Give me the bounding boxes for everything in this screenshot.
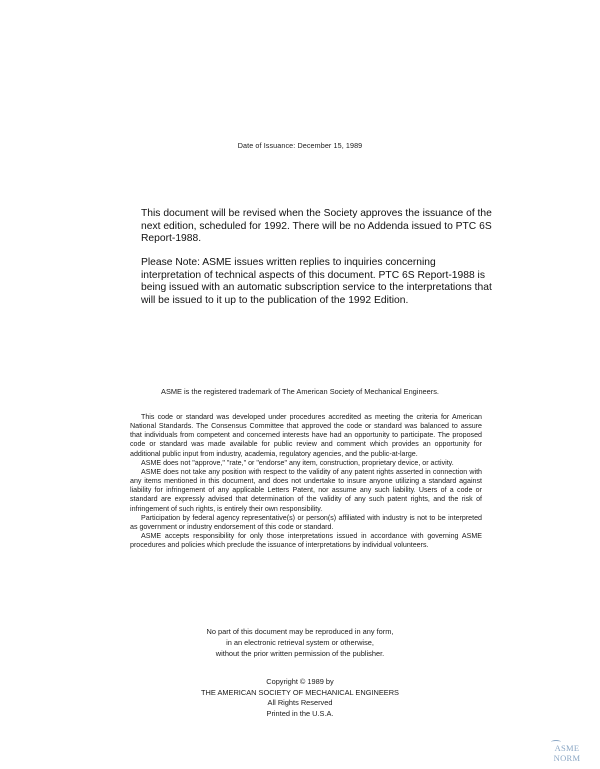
policy-paragraph: ASME does not take any position with respect to the validity of any patent rights asserted in connection with any items mentioned in this document, and does not undertake to insure anyone utilizing a standard against liability for infringement of any applicable Letters Patent, nor assume any such liability. Users of a code or standard are expressly advised that determination of the validity of any such patent rights, and the risk of infringement of such rights, is entirely their own responsibility.	[130, 467, 482, 513]
policy-paragraph: Participation by federal agency representative(s) or person(s) affiliated with industry is not to be interpreted as government or industry endorsement of this code or standard.	[130, 513, 482, 531]
copyright-line: Copyright © 1989 by	[266, 677, 334, 686]
reproduction-notice	[0, 626, 600, 660]
trademark-statement: ASME is the registered trademark of The American Society of Mechanical Engineers.	[161, 387, 439, 396]
reproduction-line: No part of this document may be reproduced in any form,	[206, 627, 394, 636]
watermark-logo	[542, 743, 592, 763]
copyright-block	[0, 677, 600, 719]
publisher-name: THE AMERICAN SOCIETY OF MECHANICAL ENGINEERS	[201, 687, 399, 697]
policy-paragraph: ASME accepts responsibility for only those interpretations issued in accordance with governing ASME procedures and policies which preclude the issuance of interpretations by individual volunteers.	[130, 532, 482, 550]
rights-reserved: All Rights Reserved	[267, 698, 333, 708]
printed-in: Printed in the U.S.A.	[266, 708, 334, 718]
policy-statement	[130, 413, 482, 550]
reproduction-line: in an electronic retrieval system or otherwise,	[226, 638, 374, 648]
policy-paragraph: This code or standard was developed under procedures accredited as meeting the criteria for American National Standards. The Consensus Committee that approved the code or standard was balanced to assure that individuals from competent and concerned interests have had an opportunity to participate. The proposed code or standard was made available for public review and comment which provides an opportunity for additional public input from industry, academia, regulatory agencies, and the public-at-large.	[130, 413, 482, 458]
revision-notice: This document will be revised when the Society approves the issuance of the next edition, scheduled for 1992. There will be no Addenda issued to PTC 6S Report-1988.	[141, 208, 492, 245]
logo-accent-icon	[551, 740, 561, 744]
logo-text: ASME NORM	[553, 743, 581, 763]
policy-paragraph: ASME does not "approve," "rate," or "endorse" any item, construction, proprietary device, or activity.	[141, 458, 454, 467]
interpretation-notice: Please Note: ASME issues written replies to inquiries concerning interpretation of technical aspects of this document. PTC 6S Report-1988 is being issued with an automatic subscription service to the interpretations that will be issued to it up to the publication of the 1992 Edition.	[141, 257, 492, 306]
issuance-date: Date of Issuance: December 15, 1989	[237, 141, 363, 150]
reproduction-line: without the prior written permission of the publisher.	[215, 649, 385, 659]
